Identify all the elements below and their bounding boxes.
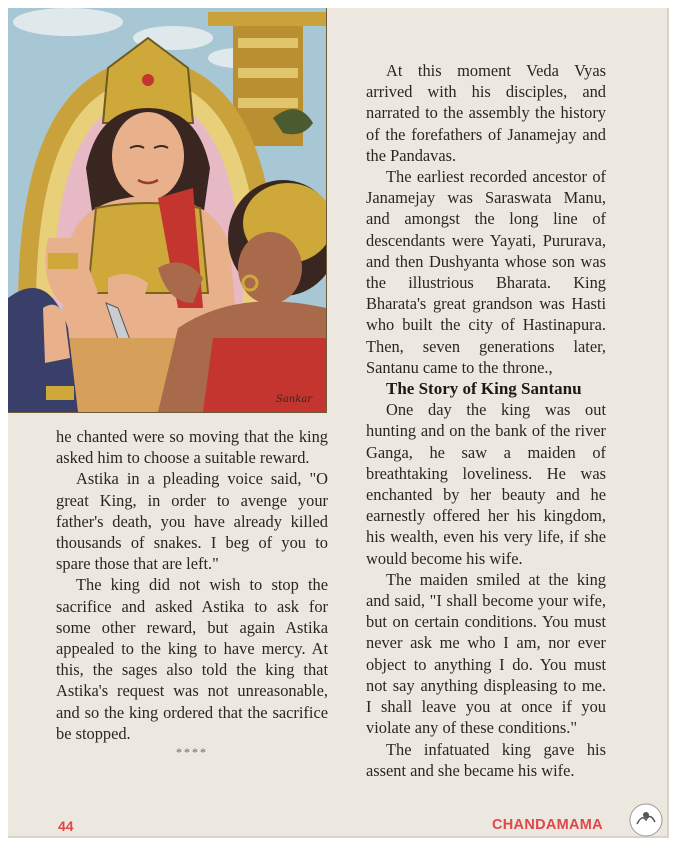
archive-logo-icon (628, 802, 664, 838)
paragraph: One day the king was out hunting and on the bank of the river Ganga, he saw a maiden of breathtaking loveliness. He was enchanted by her beauty and he earnestly offered her his kingdom, his wealth, even his very life, if she would become his wife. (366, 400, 606, 568)
magazine-name: CHANDAMAMA (492, 817, 603, 833)
right-column (366, 60, 606, 781)
paragraph: At this moment Veda Vyas arrived with his disciples, and narrated to the assembly the history of the forefathers of Janamejay and the Pandavas. (366, 61, 606, 165)
paragraph: The infatuated king gave his assent and she became his wife. (366, 739, 606, 780)
section-separator: **** (176, 745, 208, 760)
story-illustration (8, 8, 327, 413)
page-number: 44 (58, 818, 74, 834)
paragraph: Astika in a pleading voice said, "O great King, in order to avenge your father's death, you have already killed thousands of snakes. I beg of you to spare those that are left." (56, 469, 328, 574)
paragraph: The earliest recorded ancestor of Janamejay was Saraswata Manu, and amongst the long line of descendants were Yayati, Pururava, and then Dushyanta whose son was the illustrious Bharata. King Bharata's great grandson was Hasti who built the city of Hastinapura. Then, seven generations later, Santanu came to the throne., (366, 167, 606, 377)
magazine-page (8, 8, 669, 838)
artist-signature: Sankar (276, 394, 313, 405)
king-and-sage-illustration (8, 8, 326, 412)
section-heading: The Story of King Santanu (386, 379, 582, 399)
left-column (56, 426, 328, 760)
paragraph: The king did not wish to stop the sacrifice and asked Astika to ask for some other reward, but again Astika appealed to the king to have mercy. At this, the sages also told the king that Astika's request was not unreasonable, and so the king ordered that the sacrifice be stopped. (56, 575, 328, 743)
paragraph: he chanted were so moving that the king asked him to choose a suitable reward. (56, 427, 328, 468)
paragraph: The maiden smiled at the king and said, "I shall become your wife, but on certain conditions. You must never ask me who I am, nor ever object to anything I do. You must not say anything displeasing to me. I shall leave you at once if you violate any of these conditions." (366, 569, 606, 738)
